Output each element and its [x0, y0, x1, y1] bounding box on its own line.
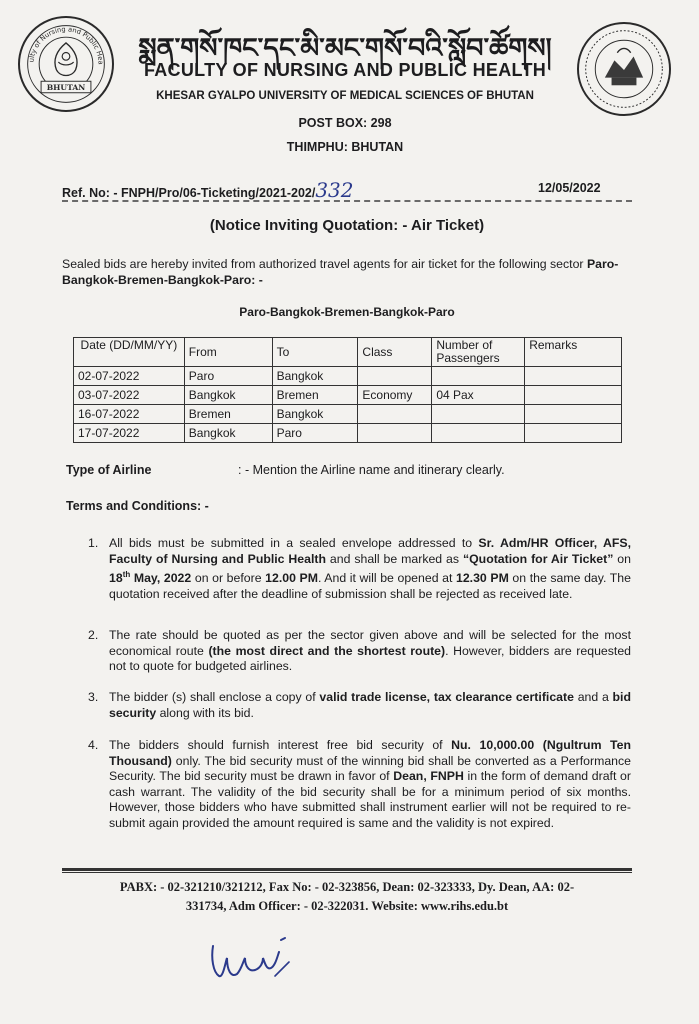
term-item	[88, 536, 631, 602]
term-text-run: Dean, FNPH	[393, 769, 464, 784]
term-text-run: th	[122, 570, 131, 580]
term-item	[88, 628, 631, 675]
intro-paragraph	[62, 256, 632, 288]
term-text-run: along with its bid.	[156, 705, 254, 720]
term-text-run: 12.00 PM	[265, 571, 318, 586]
term-text-run: on the same day. The quotation received after the deadline of submission shall be rejected as received late.	[109, 571, 631, 601]
city: THIMPHU: BHUTAN	[286, 140, 404, 154]
term-item	[88, 690, 631, 721]
cell-from: Bangkok	[184, 386, 272, 405]
cell-to: Bangkok	[272, 405, 358, 424]
term-text-run: “Quotation for Air Ticket”	[462, 551, 614, 566]
cell-to: Paro	[272, 424, 358, 443]
term-text-run: and a	[573, 690, 613, 704]
term-text-run: 18	[109, 571, 123, 586]
term-text-run: Sr. Adm/HR Officer, AFS, Faculty of Nursing and Public Health	[109, 536, 632, 566]
term-number: 4.	[88, 738, 99, 752]
cell-passengers	[432, 424, 525, 443]
column-header-from: From	[184, 338, 272, 367]
sector-heading: Paro-Bangkok-Bremen-Bangkok-Paro	[239, 305, 455, 319]
cell-from: Bremen	[184, 405, 272, 424]
cell-passengers	[432, 405, 525, 424]
footer-contact	[62, 878, 632, 916]
seal-banner-text: BHUTAN	[46, 82, 86, 92]
footer-rule-thin	[62, 872, 632, 873]
term-text-run: in the form of demand draft or cash warrant. The validity of the bid security shall be for a minimum period of six months. However, those bidders who have submitted shall instrument earlier will not be required to re-submit again provided the amount required is same and the validity is not expired.	[109, 769, 631, 830]
airline-value: : - Mention the Airline name and itinerary clearly.	[238, 463, 505, 477]
term-number: 2.	[88, 628, 99, 642]
cell-class: Economy	[358, 386, 432, 405]
cell-remarks	[525, 386, 622, 405]
table-row	[74, 424, 622, 443]
term-text-run: 12.30 PM	[456, 571, 509, 586]
reference-number	[62, 178, 354, 202]
column-header-passengers: Number of Passengers	[432, 338, 525, 367]
cell-passengers: 04 Pax	[432, 386, 525, 405]
cell-class	[358, 405, 432, 424]
term-text-run: on or before	[191, 571, 266, 586]
faculty-name: FACULTY OF NURSING AND PUBLIC HEALTH	[143, 60, 547, 80]
table-row	[74, 386, 622, 405]
cell-remarks	[525, 405, 622, 424]
term-text-run: All bids must be submitted in a sealed envelope addressed to	[109, 536, 479, 550]
column-header-date: Date (DD/MM/YY)	[74, 338, 185, 367]
cell-from: Paro	[184, 367, 272, 386]
term-text-run: bid security	[109, 690, 631, 720]
term-text	[109, 690, 631, 721]
term-text-run: The rate should be quoted as per the sector given above and will be selected for the most economical route	[109, 628, 631, 658]
cell-to: Bremen	[272, 386, 358, 405]
intro-sector: Paro-Bangkok-Bremen-Bangkok-Paro: -	[62, 257, 619, 287]
column-header-class: Class	[358, 338, 432, 367]
terms-heading: Terms and Conditions: -	[66, 499, 209, 513]
term-text-run: valid trade license, tax clearance certificate	[319, 690, 574, 704]
term-text-run: May, 2022	[130, 571, 192, 586]
term-number: 1.	[88, 536, 99, 550]
notice-date: 12/05/2022	[538, 181, 601, 195]
seal-text: ulty of Nursing and Public Hea	[27, 25, 105, 65]
term-text-run: The bidders should furnish interest free bid security of	[109, 738, 452, 752]
cell-from: Bangkok	[184, 424, 272, 443]
table-row	[74, 367, 622, 386]
cell-class	[358, 424, 432, 443]
university-seal-logo	[577, 22, 671, 116]
footer-line-2: 331734, Adm Officer: - 02-322031. Website: www.rihs.edu.bt	[185, 899, 509, 913]
footer-rule	[62, 868, 632, 871]
term-text-run: Nu. 10,000.00 (Ngultrum Ten Thousand)	[109, 738, 632, 768]
intro-text: Sealed bids are hereby invited from authorized travel agents for air ticket for the following sector	[62, 257, 587, 271]
dzongkha-title: སྨན་གསོ་ཁང་དང་མི་མང་གསོ་བའི་སློབ་ཚོགས།	[138, 33, 552, 64]
reference-handwritten-number: 332	[315, 178, 354, 202]
cell-date: 02-07-2022	[74, 367, 185, 386]
column-header-remarks: Remarks	[525, 338, 622, 367]
term-text-run: only. The bid security must of the winning bid shall be converted as a Performance Security. The bid security must be drawn in favor of	[109, 753, 631, 784]
term-text-run: The bidder (s) shall enclose a copy of	[109, 690, 320, 704]
term-item	[88, 738, 631, 832]
notice-title: (Notice Inviting Quotation: - Air Ticket)	[209, 217, 485, 234]
column-header-to: To	[272, 338, 358, 367]
term-text-run: . However, bidders are requested not to quote for budgeted airlines.	[109, 643, 632, 674]
university-name: KHESAR GYALPO UNIVERSITY OF MEDICAL SCIENCES OF BHUTAN	[156, 90, 534, 102]
handwritten-signature	[205, 918, 295, 988]
term-text	[109, 738, 631, 832]
term-text	[109, 628, 631, 675]
term-number: 3.	[88, 690, 99, 704]
term-text-run: on	[613, 551, 631, 566]
divider	[62, 200, 632, 202]
airline-label: Type of Airline	[66, 463, 152, 477]
cell-remarks	[525, 367, 622, 386]
table-row	[74, 405, 622, 424]
term-text-run: . And it will be opened at	[317, 571, 456, 586]
itinerary-table	[73, 337, 622, 443]
cell-to: Bangkok	[272, 367, 358, 386]
cell-passengers	[432, 367, 525, 386]
post-box: POST BOX: 298	[298, 116, 392, 130]
reference-prefix: Ref. No: - FNPH/Pro/06-Ticketing/2021-202/	[62, 186, 316, 200]
term-text-run: (the most direct and the shortest route)	[208, 643, 446, 658]
cell-date: 03-07-2022	[74, 386, 185, 405]
footer-line-1: PABX: - 02-321210/321212, Fax No: - 02-323856, Dean: 02-323333, Dy. Dean, AA: 02-	[119, 880, 575, 894]
cell-date: 16-07-2022	[74, 405, 185, 424]
cell-remarks	[525, 424, 622, 443]
faculty-seal-logo	[18, 16, 114, 112]
term-text	[109, 536, 631, 602]
term-text-run: and shall be marked as	[326, 551, 463, 566]
cell-class	[358, 367, 432, 386]
cell-date: 17-07-2022	[74, 424, 185, 443]
